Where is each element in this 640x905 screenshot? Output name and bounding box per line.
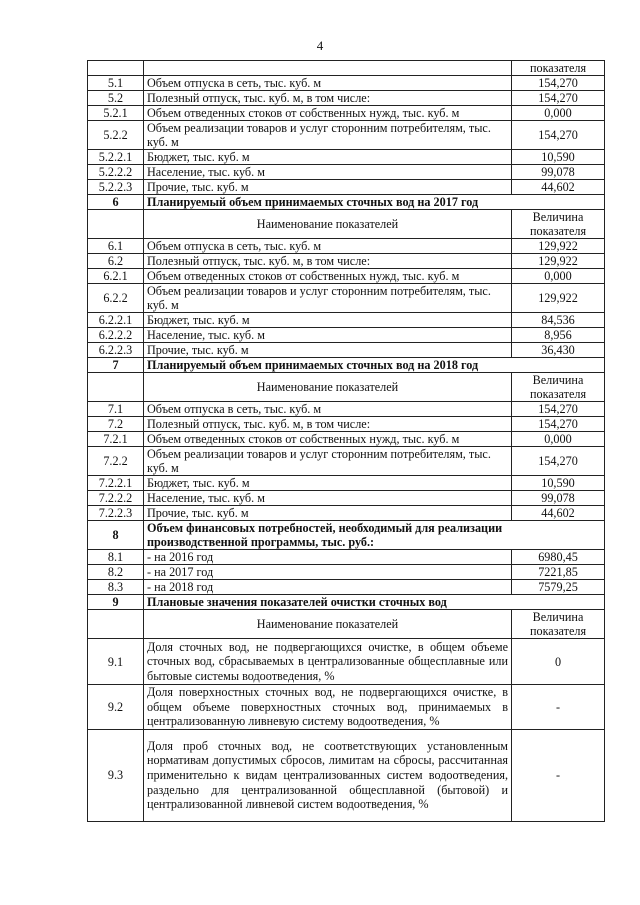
value-header-continuation: показателя	[512, 61, 605, 76]
indicator-value: 99,078	[512, 165, 605, 180]
table-row	[88, 269, 605, 284]
table-row	[88, 150, 605, 165]
indicator-value: 44,602	[512, 180, 605, 195]
table-row	[88, 328, 605, 343]
table-row	[88, 91, 605, 106]
row-number: 6.2	[88, 254, 144, 269]
table-row	[88, 106, 605, 121]
header-value: Величина показателя	[512, 210, 605, 239]
row-number: 7.2.2.1	[88, 476, 144, 491]
indicator-name: - на 2018 год	[144, 580, 512, 595]
indicator-value: 0,000	[512, 106, 605, 121]
table-row	[88, 685, 605, 730]
table-row	[88, 284, 605, 313]
indicator-value: 0	[512, 639, 605, 685]
row-number: 5.2.2.1	[88, 150, 144, 165]
table-row	[88, 254, 605, 269]
indicator-name: Бюджет, тыс. куб. м	[144, 150, 512, 165]
header-name: Наименование показателей	[144, 210, 512, 239]
indicator-value: -	[512, 685, 605, 730]
header-empty-num	[88, 210, 144, 239]
indicator-value: 154,270	[512, 91, 605, 106]
indicator-value: 8,956	[512, 328, 605, 343]
header-value: Величина показателя	[512, 373, 605, 402]
table-row	[88, 506, 605, 521]
table-row	[88, 343, 605, 358]
column-header-row	[88, 373, 605, 402]
indicator-value: 44,602	[512, 506, 605, 521]
table-row	[88, 491, 605, 506]
indicator-name: Объем реализации товаров и услуг сторонним потребителям, тыс. куб. м	[144, 121, 512, 150]
table-row	[88, 476, 605, 491]
indicator-name: Полезный отпуск, тыс. куб. м, в том числе:	[144, 417, 512, 432]
header-value: Величина показателя	[512, 610, 605, 639]
indicator-value: 0,000	[512, 432, 605, 447]
section-title: Планируемый объем принимаемых сточных вод на 2017 год	[144, 195, 605, 210]
table-row	[88, 639, 605, 685]
table-row	[88, 580, 605, 595]
row-number: 5.2.2.3	[88, 180, 144, 195]
indicator-value: -	[512, 729, 605, 821]
indicator-value: 129,922	[512, 239, 605, 254]
row-number: 8.1	[88, 550, 144, 565]
row-number: 9.3	[88, 729, 144, 821]
row-number: 8.2	[88, 565, 144, 580]
indicator-name: Объем отведенных стоков от собственных нужд, тыс. куб. м	[144, 269, 512, 284]
indicator-value: 36,430	[512, 343, 605, 358]
section-title: Объем финансовых потребностей, необходимый для реализации производственной программы, тыс. руб.:	[144, 521, 605, 550]
table-row	[88, 432, 605, 447]
row-number: 9.1	[88, 639, 144, 685]
indicator-name: Объем отведенных стоков от собственных нужд, тыс. куб. м	[144, 106, 512, 121]
section-number: 7	[88, 358, 144, 373]
indicator-name: Прочие, тыс. куб. м	[144, 506, 512, 521]
row-number: 7.2.2.2	[88, 491, 144, 506]
indicator-name: Объем реализации товаров и услуг сторонним потребителям, тыс. куб. м	[144, 447, 512, 476]
table-row-continuation	[88, 61, 605, 76]
row-number: 6.2.2.2	[88, 328, 144, 343]
indicator-name: Объем отпуска в сеть, тыс. куб. м	[144, 76, 512, 91]
indicator-value: 7221,85	[512, 565, 605, 580]
indicator-value: 99,078	[512, 491, 605, 506]
row-number: 8.3	[88, 580, 144, 595]
section-title: Плановые значения показателей очистки сточных вод	[144, 595, 605, 610]
table-row	[88, 239, 605, 254]
section-number: 8	[88, 521, 144, 550]
table-row	[88, 313, 605, 328]
section-row	[88, 195, 605, 210]
row-number: 7.2	[88, 417, 144, 432]
row-number: 5.2.1	[88, 106, 144, 121]
row-number: 5.1	[88, 76, 144, 91]
indicator-value: 7579,25	[512, 580, 605, 595]
table-row	[88, 180, 605, 195]
header-empty-num	[88, 373, 144, 402]
table-row	[88, 729, 605, 821]
indicator-value: 129,922	[512, 254, 605, 269]
row-number: 7.1	[88, 402, 144, 417]
indicator-name: - на 2017 год	[144, 565, 512, 580]
indicator-name: - на 2016 год	[144, 550, 512, 565]
table-row	[88, 121, 605, 150]
table-row	[88, 402, 605, 417]
indicators-table	[87, 60, 605, 822]
indicator-name: Прочие, тыс. куб. м	[144, 343, 512, 358]
indicator-name: Полезный отпуск, тыс. куб. м, в том числе:	[144, 91, 512, 106]
indicator-name: Бюджет, тыс. куб. м	[144, 476, 512, 491]
indicator-name: Объем отпуска в сеть, тыс. куб. м	[144, 402, 512, 417]
cell-empty-name	[144, 61, 512, 76]
indicator-value: 154,270	[512, 417, 605, 432]
row-number: 5.2	[88, 91, 144, 106]
indicator-name: Полезный отпуск, тыс. куб. м, в том числе:	[144, 254, 512, 269]
row-number: 5.2.2	[88, 121, 144, 150]
table-row	[88, 565, 605, 580]
row-number: 6.2.1	[88, 269, 144, 284]
section-row	[88, 358, 605, 373]
column-header-row	[88, 210, 605, 239]
table-row	[88, 550, 605, 565]
indicator-value: 154,270	[512, 76, 605, 91]
indicator-name: Прочие, тыс. куб. м	[144, 180, 512, 195]
section-title: Планируемый объем принимаемых сточных вод на 2018 год	[144, 358, 605, 373]
row-number: 6.2.2.3	[88, 343, 144, 358]
indicator-value: 0,000	[512, 269, 605, 284]
indicator-value: 10,590	[512, 476, 605, 491]
indicator-value: 154,270	[512, 447, 605, 476]
indicator-name: Объем реализации товаров и услуг сторонним потребителям, тыс. куб. м	[144, 284, 512, 313]
row-number: 9.2	[88, 685, 144, 730]
cell-empty-num	[88, 61, 144, 76]
indicator-value: 6980,45	[512, 550, 605, 565]
indicator-value: 129,922	[512, 284, 605, 313]
indicator-name: Объем отпуска в сеть, тыс. куб. м	[144, 239, 512, 254]
indicator-value: 84,536	[512, 313, 605, 328]
header-name: Наименование показателей	[144, 610, 512, 639]
table-row	[88, 447, 605, 476]
header-empty-num	[88, 610, 144, 639]
indicator-name: Бюджет, тыс. куб. м	[144, 313, 512, 328]
section-row	[88, 595, 605, 610]
indicator-name: Население, тыс. куб. м	[144, 491, 512, 506]
indicator-value: 10,590	[512, 150, 605, 165]
section-number: 6	[88, 195, 144, 210]
row-number: 7.2.1	[88, 432, 144, 447]
header-name: Наименование показателей	[144, 373, 512, 402]
section-row	[88, 521, 605, 550]
indicator-name: Доля проб сточных вод, не соответствующих установленным нормативам допустимых сбросов, лимитам на сбросы, рассчитанная применительно к видам централизованных систем водоотведения, раздельно для централизованной общесплавной (бытовой) и централизованной ливневой систем водоотведения, %	[144, 729, 512, 821]
indicator-name: Население, тыс. куб. м	[144, 165, 512, 180]
row-number: 5.2.2.2	[88, 165, 144, 180]
table-row	[88, 417, 605, 432]
indicator-name: Доля сточных вод, не подвергающихся очистке, в общем объеме сточных вод, сбрасываемых в централизованные общесплавные или бытовые системы водоотведения, %	[144, 639, 512, 685]
row-number: 7.2.2.3	[88, 506, 144, 521]
row-number: 7.2.2	[88, 447, 144, 476]
table-row	[88, 165, 605, 180]
indicator-name: Доля поверхностных сточных вод, не подвергающихся очистке, в общем объеме поверхностных сточных вод, принимаемых в централизованную ливневую систему водоотведения, %	[144, 685, 512, 730]
row-number: 6.1	[88, 239, 144, 254]
row-number: 6.2.2	[88, 284, 144, 313]
indicator-value: 154,270	[512, 121, 605, 150]
page-number: 4	[316, 38, 324, 53]
indicator-value: 154,270	[512, 402, 605, 417]
section-number: 9	[88, 595, 144, 610]
indicator-name: Население, тыс. куб. м	[144, 328, 512, 343]
column-header-row	[88, 610, 605, 639]
indicator-name: Объем отведенных стоков от собственных нужд, тыс. куб. м	[144, 432, 512, 447]
table-row	[88, 76, 605, 91]
row-number: 6.2.2.1	[88, 313, 144, 328]
